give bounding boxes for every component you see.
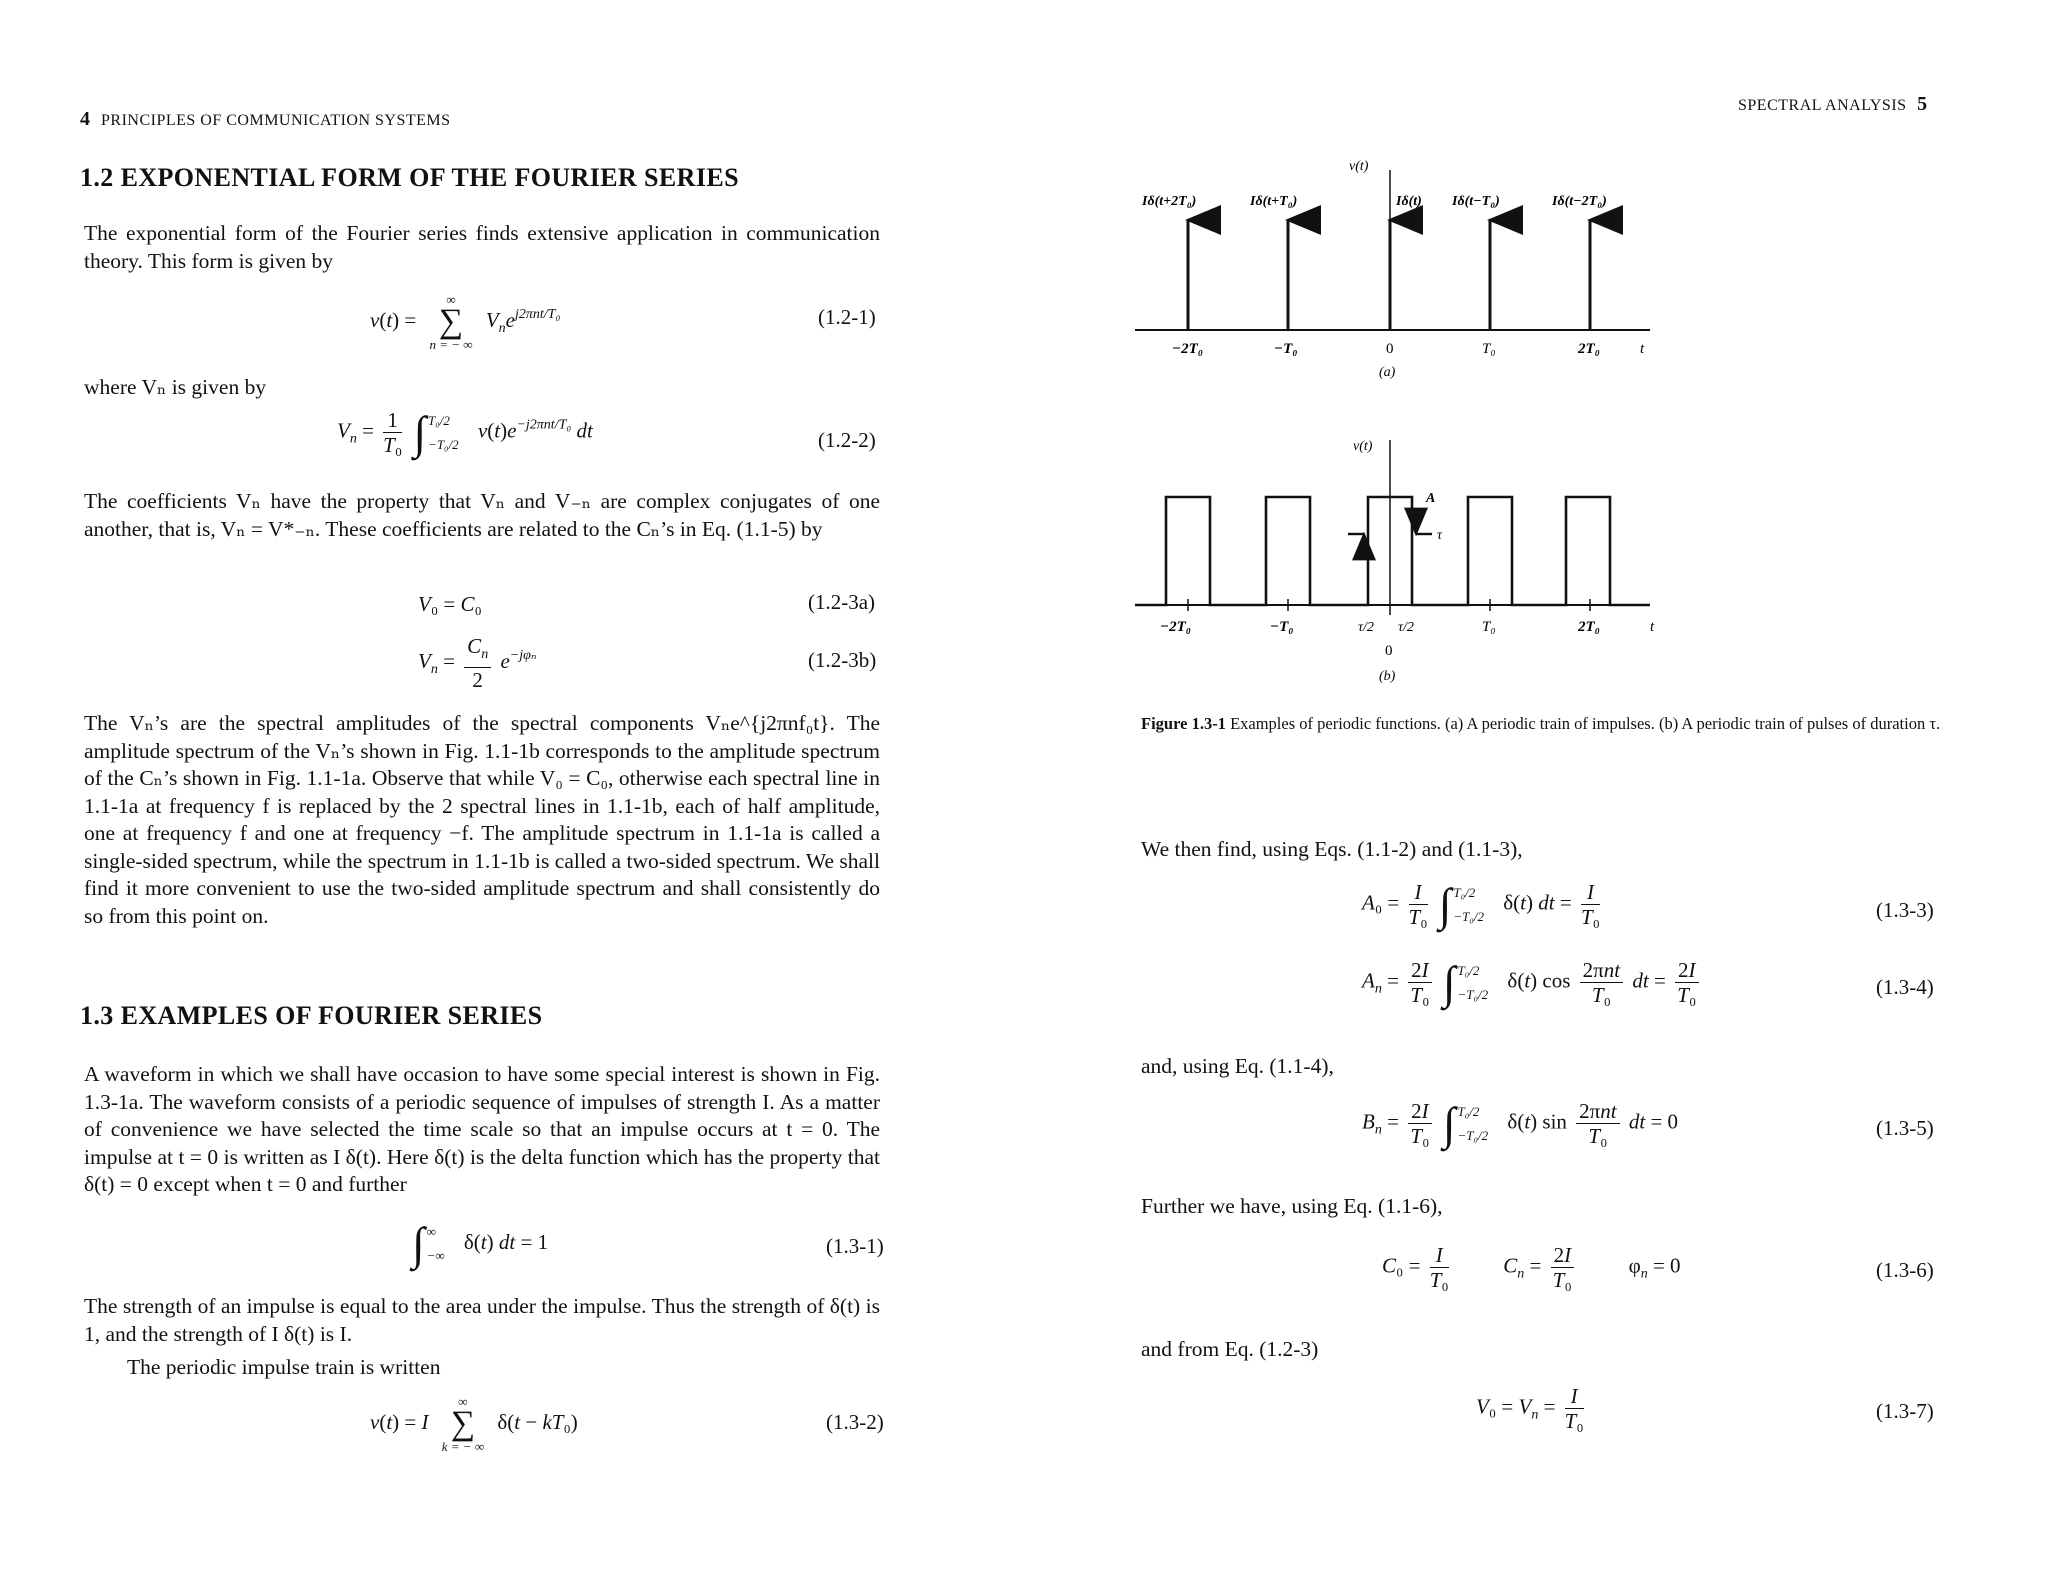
equation-number: (1.3-2) — [826, 1410, 884, 1434]
equation-1-3-7: $V_0 = V_n$ = $\frac{I}{\text{T₀}}$ — [1476, 1384, 1584, 1433]
tick-label: τ/2 — [1398, 620, 1414, 635]
equation-number: (1.2-1) — [818, 305, 876, 329]
amplitude-label: A — [1426, 491, 1436, 506]
equation-1-2-3a: V₀ = C₀ — [418, 592, 482, 616]
pulse-waveform — [1135, 497, 1650, 605]
equation-number: (1.2-3a) — [808, 590, 876, 614]
tick-label: −2T₀ — [1160, 619, 1191, 635]
paragraph-where: where Vₙ is given by — [84, 375, 267, 399]
figure-caption-text: Examples of periodic functions. (a) A periodic train of impulses. (b) A periodic train of pulses of duration τ. — [1225, 714, 1941, 733]
equation-1-2-1: v(t) = ∞ ∑ n = − ∞ $V_ne^{j2\pi nt/T_0}$ — [370, 292, 561, 352]
page-number-left: 4 — [80, 108, 91, 130]
impulse-label: Iδ(t−T₀) — [1452, 194, 1500, 209]
equation-1-3-2: v(t) = I ∞ ∑ k = − ∞ δ(t − kT₀) — [370, 1394, 578, 1454]
panel-label-b: (b) — [1379, 669, 1396, 684]
equation-1-2-2: $V_n$ = $\frac{1}{\text{T₀}}$ ∫ T₀/2 −T₀/2 $v(t)e^{-j2\pi nt/T_0}$ dt — [337, 406, 593, 458]
tick-label: 2T₀ — [1578, 619, 1600, 635]
figure-1-3-1 — [1130, 150, 1690, 690]
impulse-label: Iδ(t+2T₀) — [1142, 194, 1197, 209]
paragraph-and-from: and from Eq. (1.2-3) — [1141, 1337, 1319, 1361]
y-axis-label: v(t) — [1349, 159, 1369, 174]
equation-number: (1.3-4) — [1876, 975, 1934, 999]
section-heading-1-3: 1.3 EXAMPLES OF FOURIER SERIES — [80, 1001, 543, 1030]
tick-label: t — [1640, 341, 1645, 357]
paragraph-and-using: and, using Eq. (1.1-4), — [1141, 1054, 1334, 1078]
equation-number: (1.3-3) — [1876, 898, 1934, 922]
paragraph-spectral-amplitudes: The Vₙ’s are the spectral amplitudes of the spectral components Vₙe^{j2πnf₀t}. The amplitude spectrum of the Vₙ’s shown in Fig. 1.1-1b corresponds to the amplitude spectrum of the Cₙ’s shown in Fig. 1.1-1a. Observe that while V₀ = C₀, otherwise each spectral line in 1.1-1a at frequency f is replaced by the 2 spectral lines in 1.1-1b, each of half amplitude, one at frequency f and one at frequency −f. The amplitude spectrum in 1.1-1a is called a single-sided spectrum, while the spectrum in 1.1-1b is called a two-sided spectrum. We shall find it more convenient to use the two-sided amplitude spectrum and shall consistently do so from this point on. — [84, 711, 880, 928]
paragraph-we-then-find: We then find, using Eqs. (1.1-2) and (1.1-3), — [1141, 837, 1523, 861]
y-axis-label: v(t) — [1353, 439, 1373, 454]
figure-caption — [1141, 712, 1941, 735]
paragraph-strength: The strength of an impulse is equal to the area under the impulse. Thus the strength of δ(t) is 1, and the strength of I δ(t) is I. — [84, 1294, 880, 1346]
impulse-label: Iδ(t+T₀) — [1250, 194, 1298, 209]
page-number-right: 5 — [1917, 93, 1928, 115]
tick-label: T₀ — [1482, 619, 1496, 635]
tick-label: t — [1650, 619, 1655, 635]
equation-number: (1.2-3b) — [808, 648, 877, 672]
equation-number: (1.2-2) — [818, 428, 876, 452]
tick-label: −T₀ — [1274, 341, 1298, 357]
equation-1-3-6: C₀ = $\frac{I}{\text{T₀}}$ $C_n$ = $\frac{2I}{\text{T₀}}$ $\varphi_n = 0$ — [1382, 1243, 1681, 1292]
equation-number: (1.3-6) — [1876, 1258, 1934, 1282]
paragraph-further: Further we have, using Eq. (1.1-6), — [1141, 1194, 1443, 1218]
equation-number: (1.3-7) — [1876, 1399, 1934, 1423]
tick-label: T₀ — [1482, 341, 1496, 357]
tau-label: τ — [1437, 528, 1443, 543]
equation-1-3-4: $A_n$ = $\frac{2I}{\text{T₀}}$ ∫ T₀/2 −T₀/2 δ(t) cos $\frac{\text{2πnt}}{\text{T₀}}$ dt = $\frac{2I}{\text{T₀}}$ — [1362, 958, 1703, 1007]
equation-1-3-3: A₀ = $\frac{I}{\text{T₀}}$ ∫ T₀/2 −T₀/2 δ(t) dt = $\frac{I}{\text{T₀}}$ — [1362, 878, 1600, 930]
impulse-label: Iδ(t) — [1396, 194, 1422, 209]
section-heading-1-2: 1.2 EXPONENTIAL FORM OF THE FOURIER SERIES — [80, 163, 739, 192]
running-title-left: PRINCIPLES OF COMMUNICATION SYSTEMS — [101, 112, 451, 129]
paragraph-waveform: A waveform in which we shall have occasion to have some special interest is shown in Fig. 1.3-1a. The waveform consists of a periodic sequence of impulses of strength I. As a matter of convenience we have selected the time scale so that an impulse occurs at t = 0. The impulse at t = 0 is written as I δ(t). Here δ(t) is the delta function which has the property that δ(t) = 0 except when t = 0 and further — [84, 1062, 880, 1196]
tick-label: τ/2 — [1358, 620, 1374, 635]
impulse-label: Iδ(t−2T₀) — [1552, 194, 1607, 209]
paragraph-coefficients: The coefficients Vₙ have the property that Vₙ and V₋ₙ are complex conjugates of one another, that is, Vₙ = V*₋ₙ. These coefficients are related to the Cₙ’s in Eq. (1.1-5) by — [84, 489, 880, 541]
figure-panel-a — [1135, 159, 1650, 380]
equation-1-3-1: ∫ ∞ −∞ δ(t) dt = 1 — [412, 1218, 549, 1269]
running-title-right: SPECTRAL ANALYSIS — [1738, 97, 1907, 114]
paragraph-impulse-train: The periodic impulse train is written — [127, 1355, 441, 1379]
running-head-right — [1738, 93, 1928, 116]
tick-label: 0 — [1386, 341, 1394, 357]
equation-1-2-3b: $V_n$ = $\frac{C_n}{2}$ $e^{-j\varphi_n}$ — [418, 634, 537, 692]
tick-label-zero: 0 — [1385, 643, 1393, 659]
equation-number: (1.3-1) — [826, 1234, 884, 1258]
tick-label: −2T₀ — [1172, 341, 1203, 357]
figure-panel-b — [1135, 439, 1655, 684]
equation-1-3-5: $B_n$ = $\frac{2I}{\text{T₀}}$ ∫ T₀/2 −T₀/2 δ(t) sin $\frac{\text{2πnt}}{\text{T₀}}$ dt = 0 — [1362, 1097, 1679, 1149]
tick-label: −T₀ — [1270, 619, 1294, 635]
paragraph-exponential-intro: The exponential form of the Fourier series finds extensive application in communication theory. This form is given by — [84, 221, 880, 273]
running-head-left — [80, 108, 451, 131]
figure-caption-label: Figure 1.3-1 — [1141, 714, 1226, 733]
equation-number: (1.3-5) — [1876, 1116, 1934, 1140]
panel-label-a: (a) — [1379, 365, 1396, 380]
tick-label: 2T₀ — [1578, 341, 1600, 357]
